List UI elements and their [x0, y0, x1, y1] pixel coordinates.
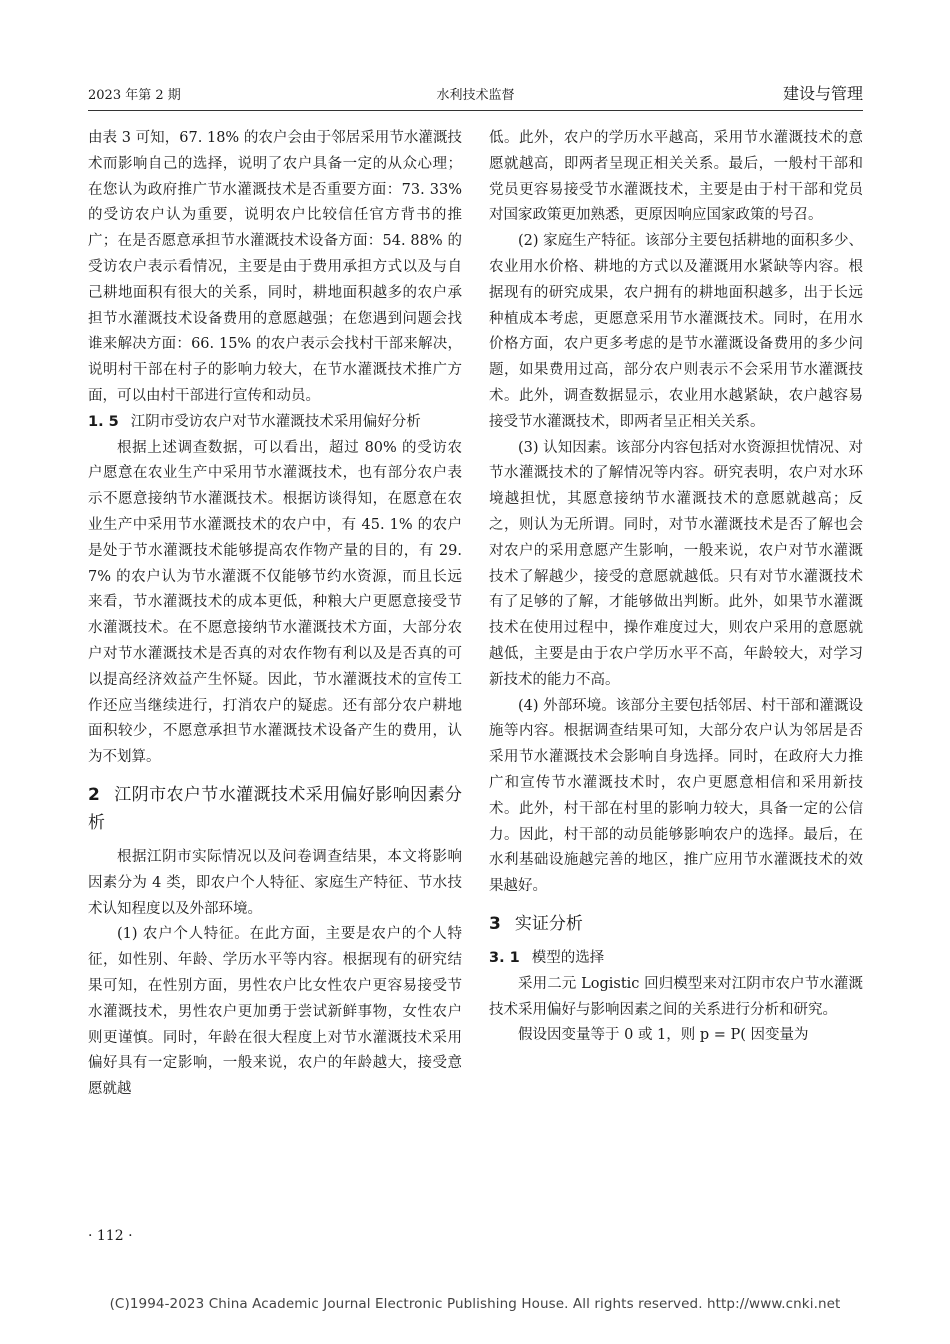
paragraph: (4) 外部环境。该部分主要包括邻居、村干部和灌溉设施等内容。根据调查结果可知，大部分农户认为邻居是否采用节水灌溉技术会影响自身选择。同时，在政府大力推广和宣传节水灌溉技术时，农户更愿意相信和采用新技术。此外，村干部在村里的影响力较大，具备一定的公信力。因此，村干部的动员能够影响农户的选择。最后，在水利基础设施越完善的地区，推广应用节水灌溉技术的效果越好。	[489, 697, 863, 895]
section-heading-2	[88, 781, 462, 837]
section-label: 建设与管理	[782, 84, 863, 103]
heading-number: 2	[88, 784, 100, 805]
paragraph: 假设因变量等于 0 或 1，则 p = P( 因变量为	[518, 1027, 809, 1044]
paragraph: 低。此外，农户的学历水平越高，采用节水灌溉技术的意愿就越高，即两者呈现正相关关系。最后，一般村干部和党员更容易接受节水灌溉技术，主要是由于村干部和党员对国家政策更加熟悉，更原因响应国家政策的号召。	[489, 130, 863, 224]
running-header	[88, 84, 863, 111]
journal-title: 水利技术监督	[436, 88, 515, 103]
section-heading-3-1	[489, 946, 863, 972]
paragraph: 根据江阴市实际情况以及问卷调查结果，本文将影响因素分为 4 类，即农户个人特征、家庭生产特征、节水技术认知程度以及外部环境。	[88, 848, 462, 917]
paragraph: 采用二元 Logistic 回归模型来对江阴市农户节水灌溉技术采用偏好与影响因素之间的关系进行分析和研究。	[489, 975, 863, 1018]
copyright-footer: (C)1994-2023 China Academic Journal Electronic Publishing House. All rights reserved. http://www.cnki.net	[109, 1296, 841, 1312]
heading-text: 实证分析	[514, 913, 583, 934]
heading-text: 江阴市受访农户对节水灌溉技术采用偏好分析	[130, 413, 421, 430]
paragraph: (1) 农户个人特征。在此方面，主要是农户的个人特征，如性别、年龄、学历水平等内容。根据现有的研究结果可知，在性别方面，男性农户比女性农户更容易接受节水灌溉技术，男性农户更加勇于尝试新鲜事物，女性农户则更谨慎。同时，年龄在很大程度上对节水灌溉技术采用偏好具有一定影响，一般来说，农户的年龄越大，接受意愿就越	[88, 926, 462, 1098]
left-column	[88, 126, 462, 1103]
heading-text: 模型的选择	[531, 949, 605, 966]
page-number: · 112 ·	[88, 1228, 133, 1244]
section-heading-3	[489, 910, 863, 938]
heading-number: 3	[489, 913, 501, 934]
section-heading-1-5	[88, 410, 462, 436]
heading-number: 1. 5	[88, 413, 119, 430]
right-column	[489, 126, 863, 1049]
heading-number: 3. 1	[489, 949, 520, 966]
paragraph: (3) 认知因素。该部分内容包括对水资源担忧情况、对节水灌溉技术的了解情况等内容。研究表明，农户对水环境越担忧，其愿意接纳节水灌溉技术的意愿就越高；反之，则认为无所谓。同时，对节水灌溉技术是否了解也会对农户的采用意愿产生影响，一般来说，农户对节水灌溉技术了解越少，接受的意愿就越低。只有对节水灌溉技术有了足够的了解，才能够做出判断。此外，如果节水灌溉技术在使用过程中，操作难度过大，则农户采用的意愿就越低，主要是由于农户学历水平不高，年龄较大，对学习新技术的能力不高。	[489, 439, 863, 688]
paragraph: 根据上述调查数据，可以看出，超过 80% 的受访农户愿意在农业生产中采用节水灌溉技术，也有部分农户表示不愿意接纳节水灌溉技术。根据访谈得知，在愿意在农业生产中采用节水灌溉技术的农户中，有 45. 1% 的农户是处于节水灌溉技术能够提高农作物产量的目的，有 29. 7% 的农户认为节水灌溉不仅能够节约水资源，而且长远来看，节水灌溉技术的成本更低，种粮大户更愿意接受节水灌溉技术。在不愿意接纳节水灌溉技术方面，大部分农户对节水灌溉技术是否真的对农作物有利以及是否真的可以提高经济效益产生怀疑。因此，节水灌溉技术的宣传工作还应当继续进行，打消农户的疑虑。还有部分农户耕地面积较少，不愿意承担节水灌溉技术设备产生的费用，认为不划算。	[88, 439, 462, 766]
issue-label: 2023 年第 2 期	[88, 88, 181, 103]
paragraph: 由表 3 可知，67. 18% 的农户会由于邻居采用节水灌溉技术而影响自己的选择，说明了农户具备一定的从众心理；在您认为政府推广节水灌溉技术是否重要方面：73. 33% 的受访农户认为重要，说明农户比较信任官方背书的推广；在是否愿意承担节水灌溉技术设备方面：54. 88% 的受访农户表示看情况，主要是由于费用承担方式以及与自己耕地面积有很大的关系，同时，耕地面积越多的农户承担节水灌溉技术设备费用的意愿越强；在您遇到问题会找谁来解决方面：66. 15% 的农户表示会找村干部来解决，说明村干部在村子的影响力较大，在节水灌溉技术推广方面，可以由村干部进行宣传和动员。	[88, 130, 462, 404]
paragraph: (2) 家庭生产特征。该部分主要包括耕地的面积多少、农业用水价格、耕地的方式以及灌溉用水紧缺等内容。根据现有的研究成果，农户拥有的耕地面积越多，出于长远种植成本考虑，更愿意采用节水灌溉技术。同时，在用水价格方面，农户更多考虑的是节水灌溉设备费用的多少问题，如果费用过高，部分农户则表示不会采用节水灌溉技术。此外，调查数据显示，农业用水越紧缺，农户越容易接受节水灌溉技术，即两者呈正相关关系。	[489, 233, 863, 430]
heading-text: 江阴市农户节水灌溉技术采用偏好影响因素分析	[88, 784, 462, 833]
